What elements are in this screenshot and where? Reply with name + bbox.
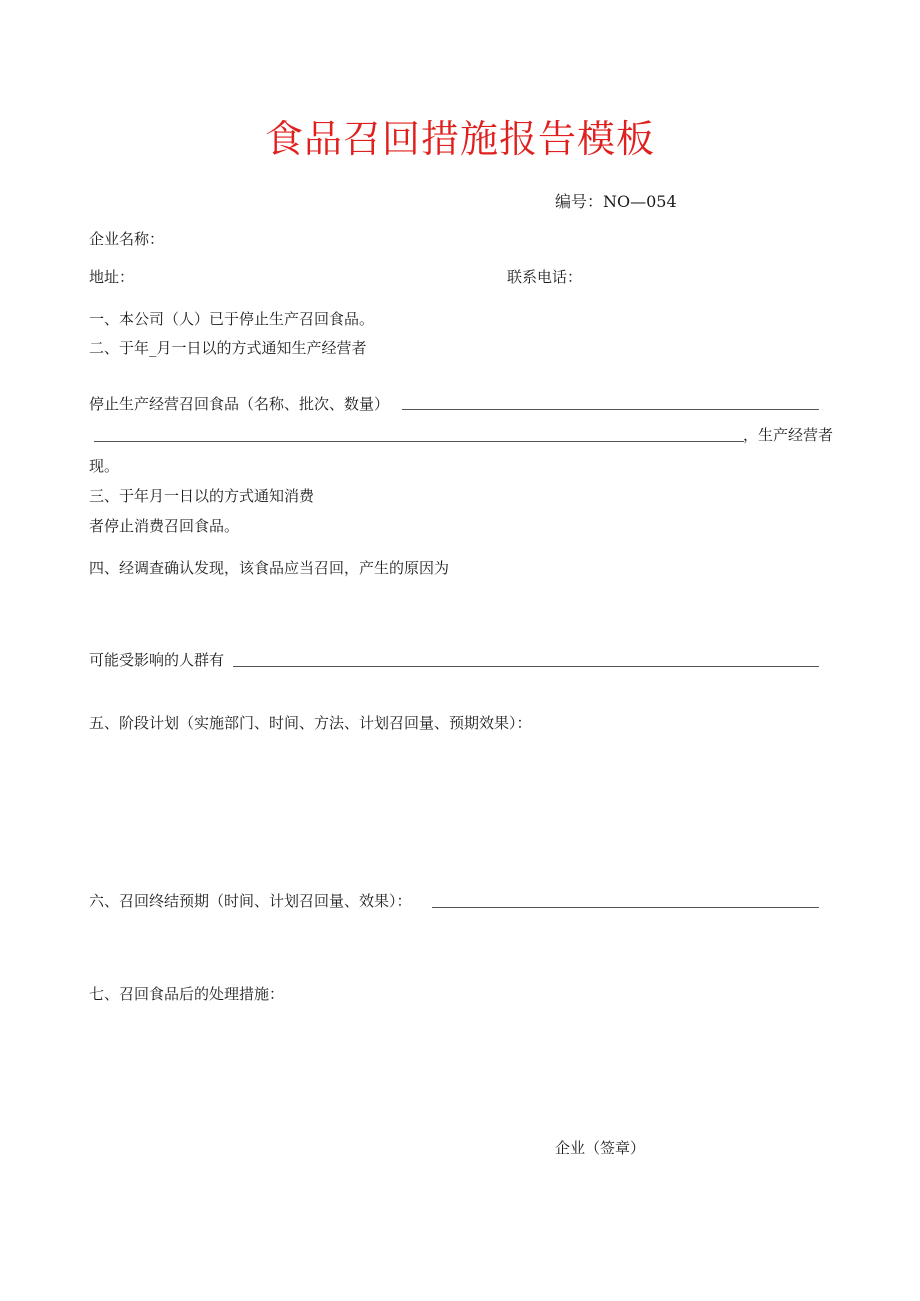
item-2-recall-food-text: 停止生产经营召回食品（名称、批次、数量） (89, 395, 390, 413)
item-1-text: 一、本公司（人）已于停止生产召回食品。 (89, 310, 375, 328)
phone-label: 联系电话： (507, 268, 583, 286)
item-2-end-text: 现。 (89, 457, 120, 475)
item-4-text: 四、经调查确认发现，该食品应当召回，产生的原因为 (89, 559, 450, 577)
document-title: 食品召回措施报告模板 (264, 117, 655, 161)
item-6-text: 六、召回终结预期（时间、计划召回量、效果）： (89, 892, 412, 910)
item-7-text: 七、召回食品后的处理措施： (89, 985, 285, 1003)
item-2-producer-text: ，生产经营者 (743, 426, 834, 444)
affected-people-blank-line (233, 666, 819, 667)
item-2-text: 二、于年_月一日以的方式通知生产经营者 (89, 339, 367, 357)
recall-food-blank-line-2 (94, 441, 744, 442)
document-number: 编号：NO—054 (555, 192, 677, 211)
item-3-cont-text: 者停止消费召回食品。 (89, 517, 240, 535)
address-label: 地址： (89, 268, 135, 286)
signature-label: 企业（签章） (555, 1139, 646, 1157)
company-name-label: 企业名称： (89, 230, 165, 248)
item-5-text: 五、阶段计划（实施部门、时间、方法、计划召回量、预期效果）： (89, 714, 532, 732)
item-3-text: 三、于年月一日以的方式通知消费 (89, 487, 315, 505)
recall-end-blank-line (432, 907, 819, 908)
affected-people-label: 可能受影响的人群有 (89, 651, 225, 669)
recall-food-blank-line (402, 409, 819, 410)
